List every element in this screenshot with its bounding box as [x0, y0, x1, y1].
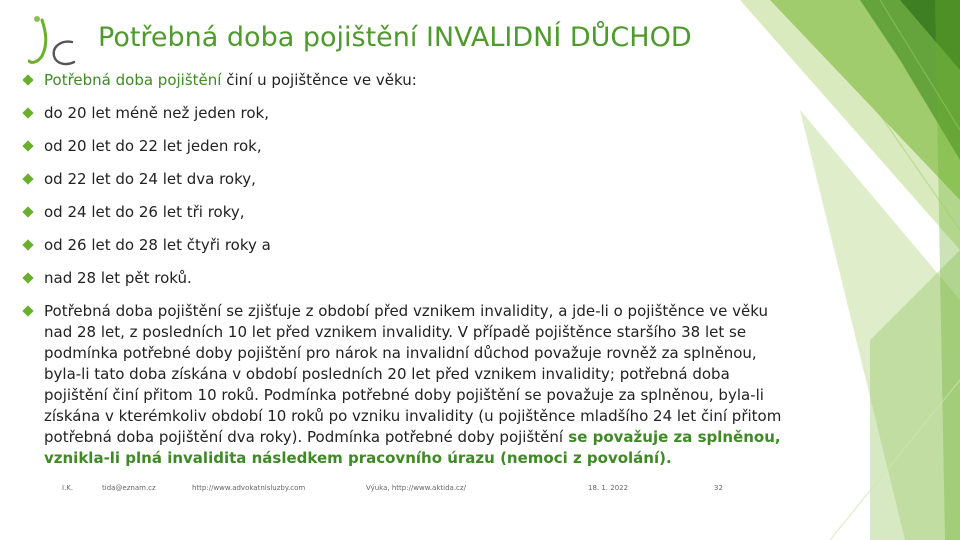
- list-item-text: od 22 let do 24 let dva roky,: [44, 170, 256, 188]
- list-item-text: do 20 let méně než jeden rok,: [44, 104, 269, 122]
- list-item-highlight: Potřebná doba pojištění: [44, 71, 222, 89]
- diamond-bullet-icon: [22, 107, 33, 118]
- footer-web-link[interactable]: http://www.advokatnisluzby.com: [192, 484, 306, 492]
- footer-author: I.K.: [62, 484, 74, 492]
- list-item: [20, 202, 790, 223]
- footer-page-number: 32: [714, 484, 723, 492]
- diamond-bullet-icon: [22, 74, 33, 85]
- list-item: [20, 169, 790, 190]
- diamond-bullet-icon: [22, 140, 33, 151]
- list-item-text: od 26 let do 28 let čtyři roky a: [44, 236, 271, 254]
- footer-course: Výuka, http://www.aktida.cz/: [366, 484, 466, 492]
- list-item-text: od 24 let do 26 let tři roky,: [44, 203, 245, 221]
- list-item-text: od 20 let do 22 let jeden rok,: [44, 137, 262, 155]
- slide-footer: [0, 484, 760, 498]
- diamond-bullet-icon: [22, 173, 33, 184]
- list-item: [20, 268, 790, 289]
- diamond-bullet-icon: [22, 206, 33, 217]
- list-item-text: Potřebná doba pojištění se zjišťuje z období před vznikem invalidity, a jde-li o pojištěnce ve věku nad 28 let, z posledních 10 let před vznikem invalidity. V případě pojištěnce staršího 38 let se podmínka potřebné doby pojištění pro nárok na invalidní důchod považuje rovněž za splněnou, byla-li tato doba získána v období posledních 20 let před vznikem invalidity; potřebná doba pojištění činí přitom 10 roků. Podmínka potřebné doby pojištění se považuje za splněnou, byla-li získána v kterémkoliv období 10 roků po vzniku invalidity (u pojištěnce mladšího 24 let činí přitom potřebná doba pojištění dva roky). Podmínka potřebné doby pojištění: [44, 302, 782, 446]
- list-item-highlight: se považuje za splněnou, vznikla-li plná invalidita následkem pracovního úrazu (nemoci z povolání).: [44, 428, 781, 467]
- list-item: [20, 235, 790, 256]
- diamond-bullet-icon: [22, 239, 33, 250]
- list-item-text: činí u pojištěnce ve věku:: [221, 71, 417, 89]
- bullet-list: [20, 70, 790, 469]
- list-item-text: nad 28 let pět roků.: [44, 269, 192, 287]
- list-item: [20, 301, 790, 469]
- diamond-bullet-icon: [22, 305, 33, 316]
- diamond-bullet-icon: [22, 272, 33, 283]
- footer-date: 18. 1. 2022: [588, 484, 629, 492]
- list-item: [20, 136, 790, 157]
- footer-email: tida@eznam.cz: [102, 484, 156, 492]
- logo-icon: [28, 14, 78, 70]
- list-item: [20, 103, 790, 124]
- slide-title: Potřebná doba pojištění INVALIDNÍ DŮCHOD: [98, 22, 692, 53]
- list-item: [20, 70, 790, 91]
